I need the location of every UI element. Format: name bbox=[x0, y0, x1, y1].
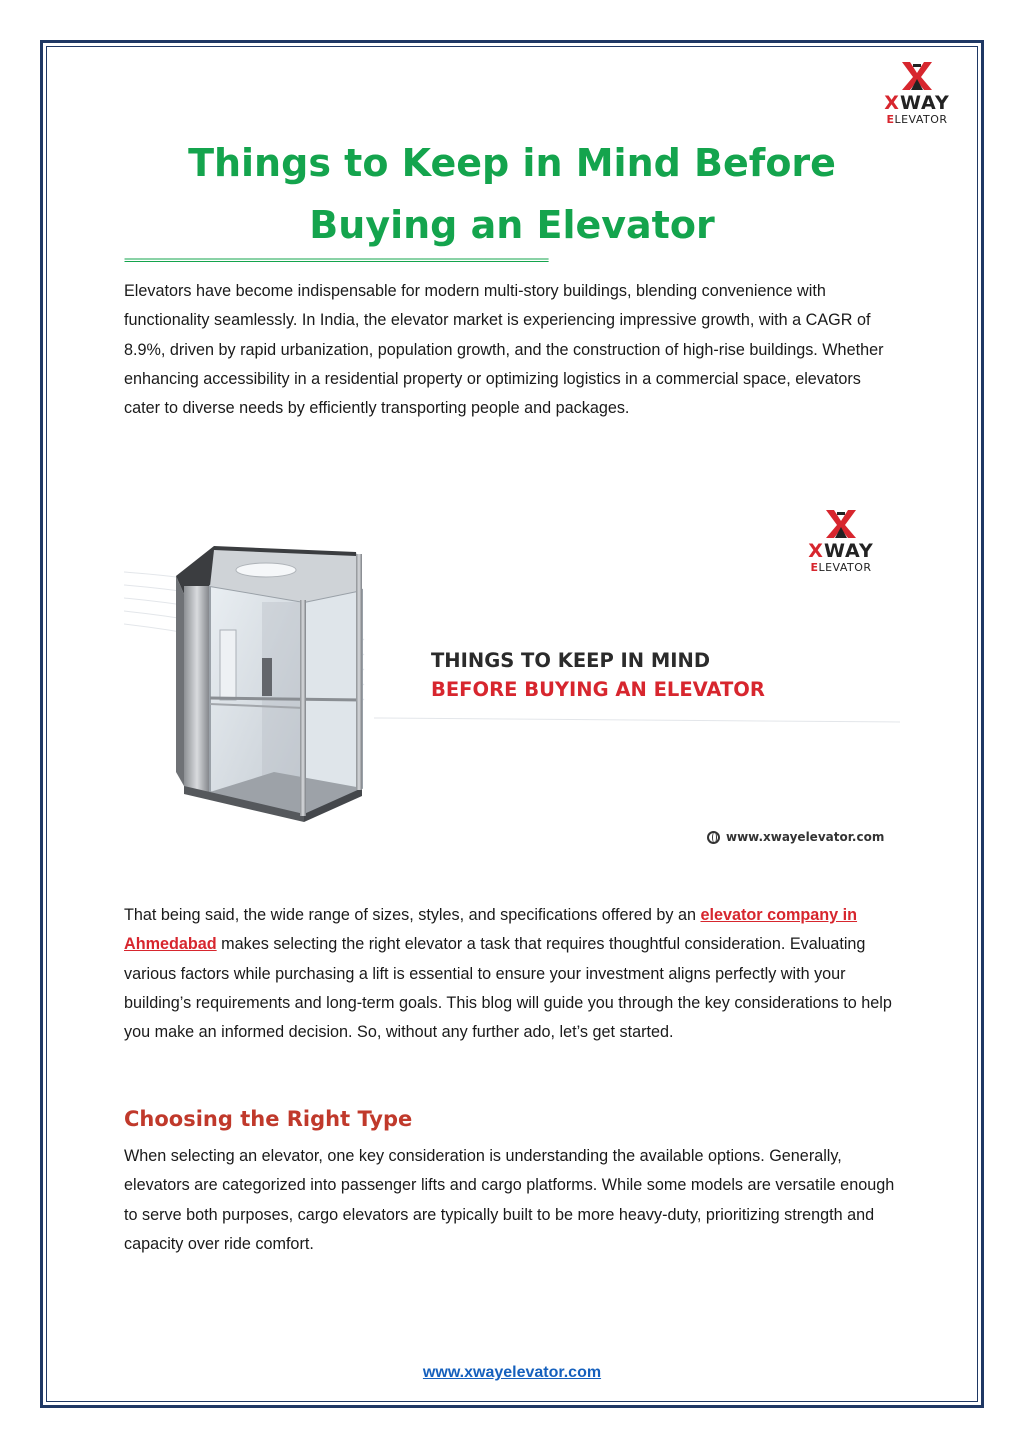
footer-website-link[interactable]: www.xwayelevator.com bbox=[422, 1364, 602, 1381]
intro-paragraph: Elevators have become indispensable for modern multi-story buildings, blending convenience with functionality seamlessly. In India, the elevator market is experiencing impressive growth, with a CAGR of 8.9%, driven by rapid urbanization, population growth, and the construction of high-rise buildings. Whether enhancing accessibility in a residential property or optimizing logistics in a commercial space, elevators cater to diverse needs by efficiently transporting people and packages. bbox=[124, 282, 884, 418]
banner-headline-line1: THINGS TO KEEP IN MIND bbox=[431, 649, 711, 672]
title-separator: ========================================================================== bbox=[124, 254, 548, 266]
banner-brand-subtitle: ELEVATOR bbox=[810, 561, 872, 574]
section-heading: Choosing the Right Type bbox=[124, 1107, 413, 1131]
banner-brand-logo bbox=[796, 508, 886, 573]
banner-website bbox=[707, 830, 884, 844]
globe-icon bbox=[707, 831, 720, 844]
banner-brand-mark-icon bbox=[824, 508, 858, 540]
footer bbox=[0, 1364, 1024, 1382]
brand-subtitle: ELEVATOR bbox=[886, 113, 948, 126]
paragraph-text-after-link: makes selecting the right elevator a task that requires thoughtful consideration. Evaluating various factors while purchasing a lift is essential to ensure your investment aligns perfectly with your building’s requirements and long-term goals. This blog will guide you through the key considerations to help you make an informed decision. So, without any further ado, let’s get started. bbox=[124, 935, 892, 1042]
brand-wordmark: XWAY bbox=[884, 92, 950, 114]
brand-logo bbox=[872, 60, 962, 125]
banner-url-text: www.xwayelevator.com bbox=[726, 830, 885, 844]
article-banner-image bbox=[124, 490, 900, 862]
paragraph-text-before-link: That being said, the wide range of sizes, styles, and specifications offered by an bbox=[124, 906, 701, 924]
banner-brand-wordmark: XWAY bbox=[808, 540, 874, 562]
elevator-company-link[interactable]: elevator company in Ahmedabad bbox=[124, 906, 858, 954]
section-paragraph: When selecting an elevator, one key consideration is understanding the available options. Generally, elevators are categorized into passenger lifts and cargo platforms. While some models are versatile enough to serve both purposes, cargo elevators are typically built to be more heavy-duty, prioritizing strength and capacity over ride comfort. bbox=[124, 1147, 895, 1253]
page-title: Things to Keep in Mind Before Buying an Elevator bbox=[188, 141, 836, 247]
brand-mark-icon bbox=[900, 60, 934, 92]
banner-headline-line2: BEFORE BUYING AN ELEVATOR bbox=[431, 678, 765, 701]
body-paragraph bbox=[124, 901, 900, 1047]
